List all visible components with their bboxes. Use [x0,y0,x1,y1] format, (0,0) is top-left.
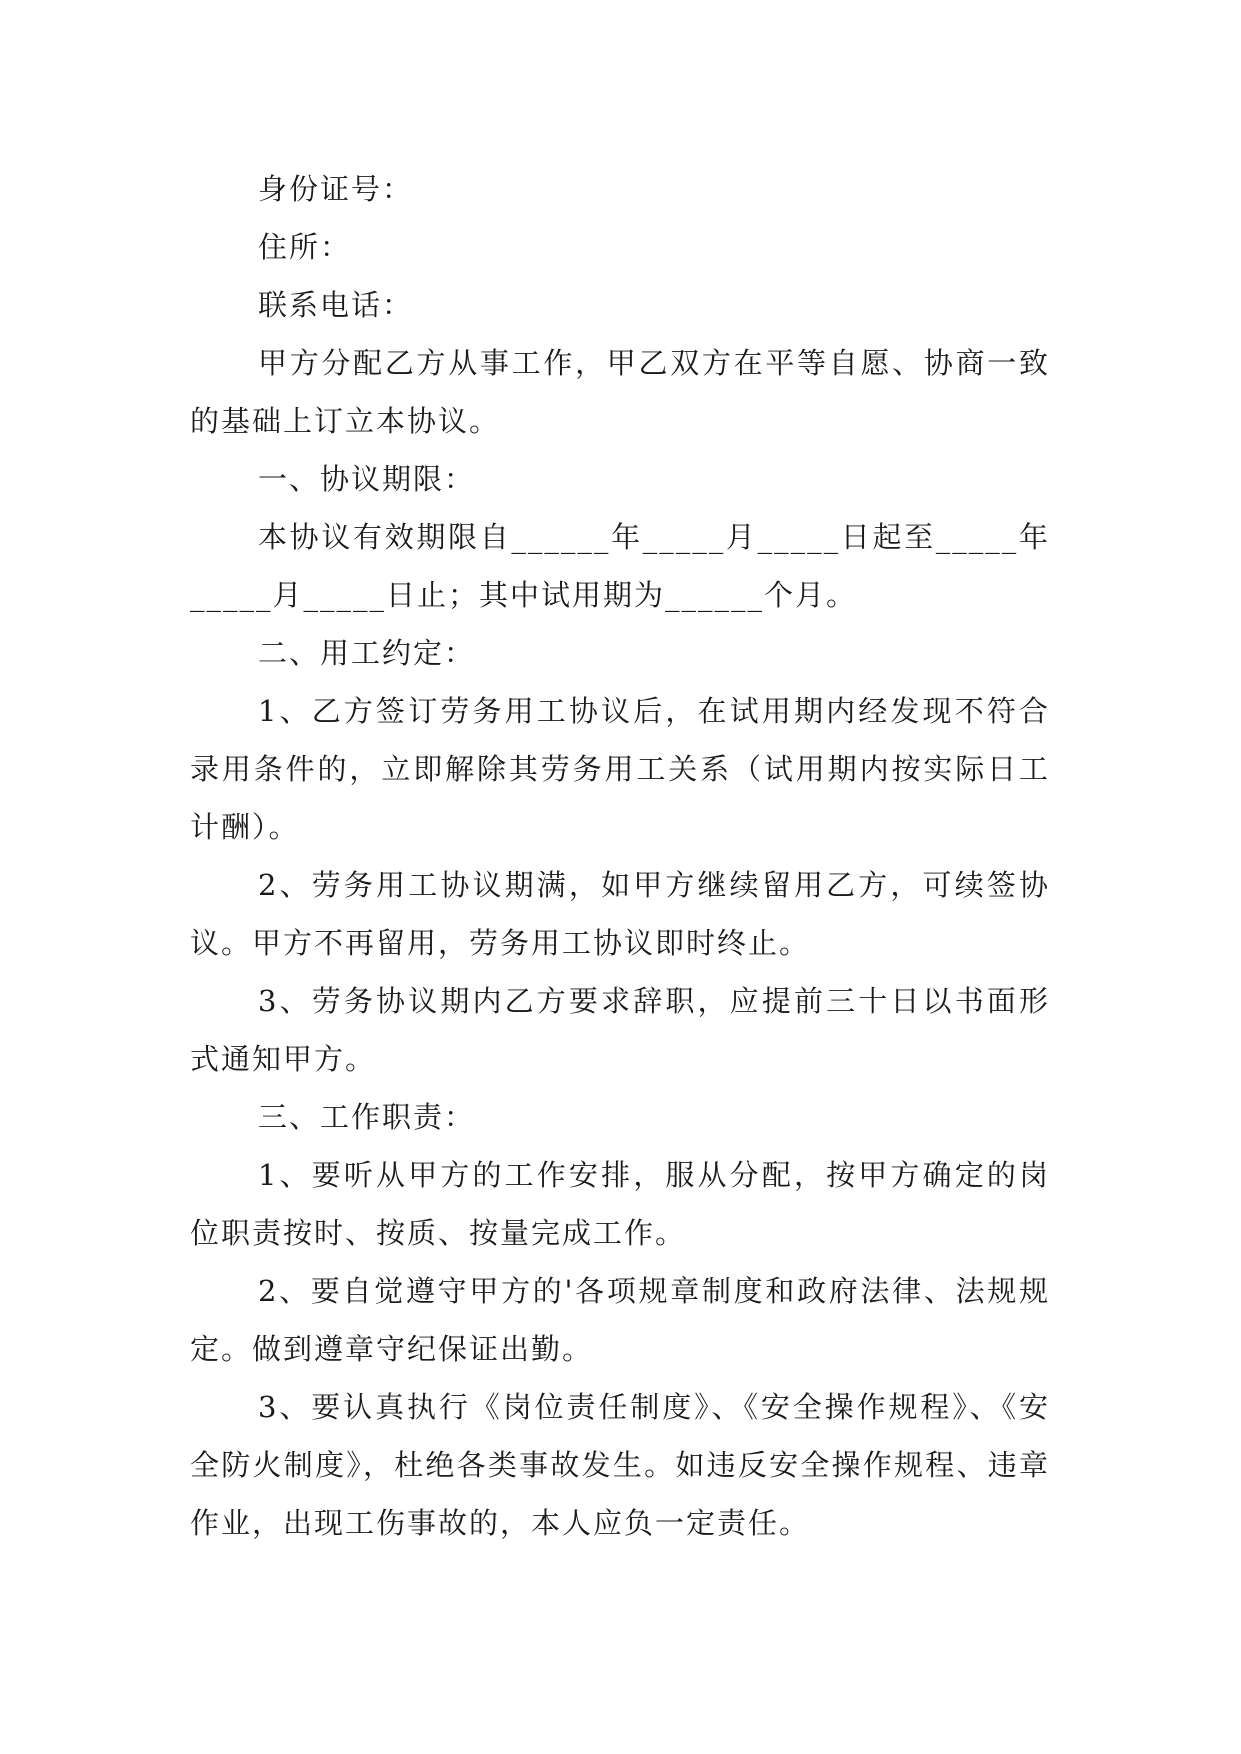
duties-clause-2: 2、要自觉遵守甲方的'各项规章制度和政府法律、法规规定。做到遵章守纪保证出勤。 [190,1274,1050,1366]
employment-clause-3: 3、劳务协议期内乙方要求辞职，应提前三十日以书面形式通知甲方。 [190,984,1050,1076]
section-heading-duties: 三、工作职责： [258,1100,476,1134]
duties-clause-3: 3、要认真执行《岗位责任制度》、《安全操作规程》、《安全防火制度》，杜绝各类事故发生。如违反安全操作规程、违章作业，出现工伤事故的，本人应负一定责任。 [190,1390,1050,1540]
employment-clause-1: 1、乙方签订劳务用工协议后，在试用期内经发现不符合录用条件的，立即解除其劳务用工关系（试用期内按实际日工计酬）。 [190,694,1050,844]
phone-line: 联系电话： [258,288,414,322]
section-heading-employment: 二、用工约定： [258,636,476,670]
duties-clause-1: 1、要听从甲方的工作安排，服从分配，按甲方确定的岗位职责按时、按质、按量完成工作。 [190,1158,1050,1250]
address-line: 住所： [258,230,352,264]
employment-clause-2: 2、劳务用工协议期满，如甲方继续留用乙方，可续签协议。甲方不再留用，劳务用工协议即时终止。 [190,868,1050,960]
intro-paragraph: 甲方分配乙方从事工作，甲乙双方在平等自愿、协商一致的基础上订立本协议。 [190,346,1050,438]
id-number-line: 身份证号： [258,172,414,206]
document-body [190,160,1050,1552]
term-paragraph: 本协议有效期限自______年_____月_____日起至_____年_____月_____日止；其中试用期为______个月。 [190,520,1050,612]
section-heading-term: 一、协议期限： [258,462,476,496]
